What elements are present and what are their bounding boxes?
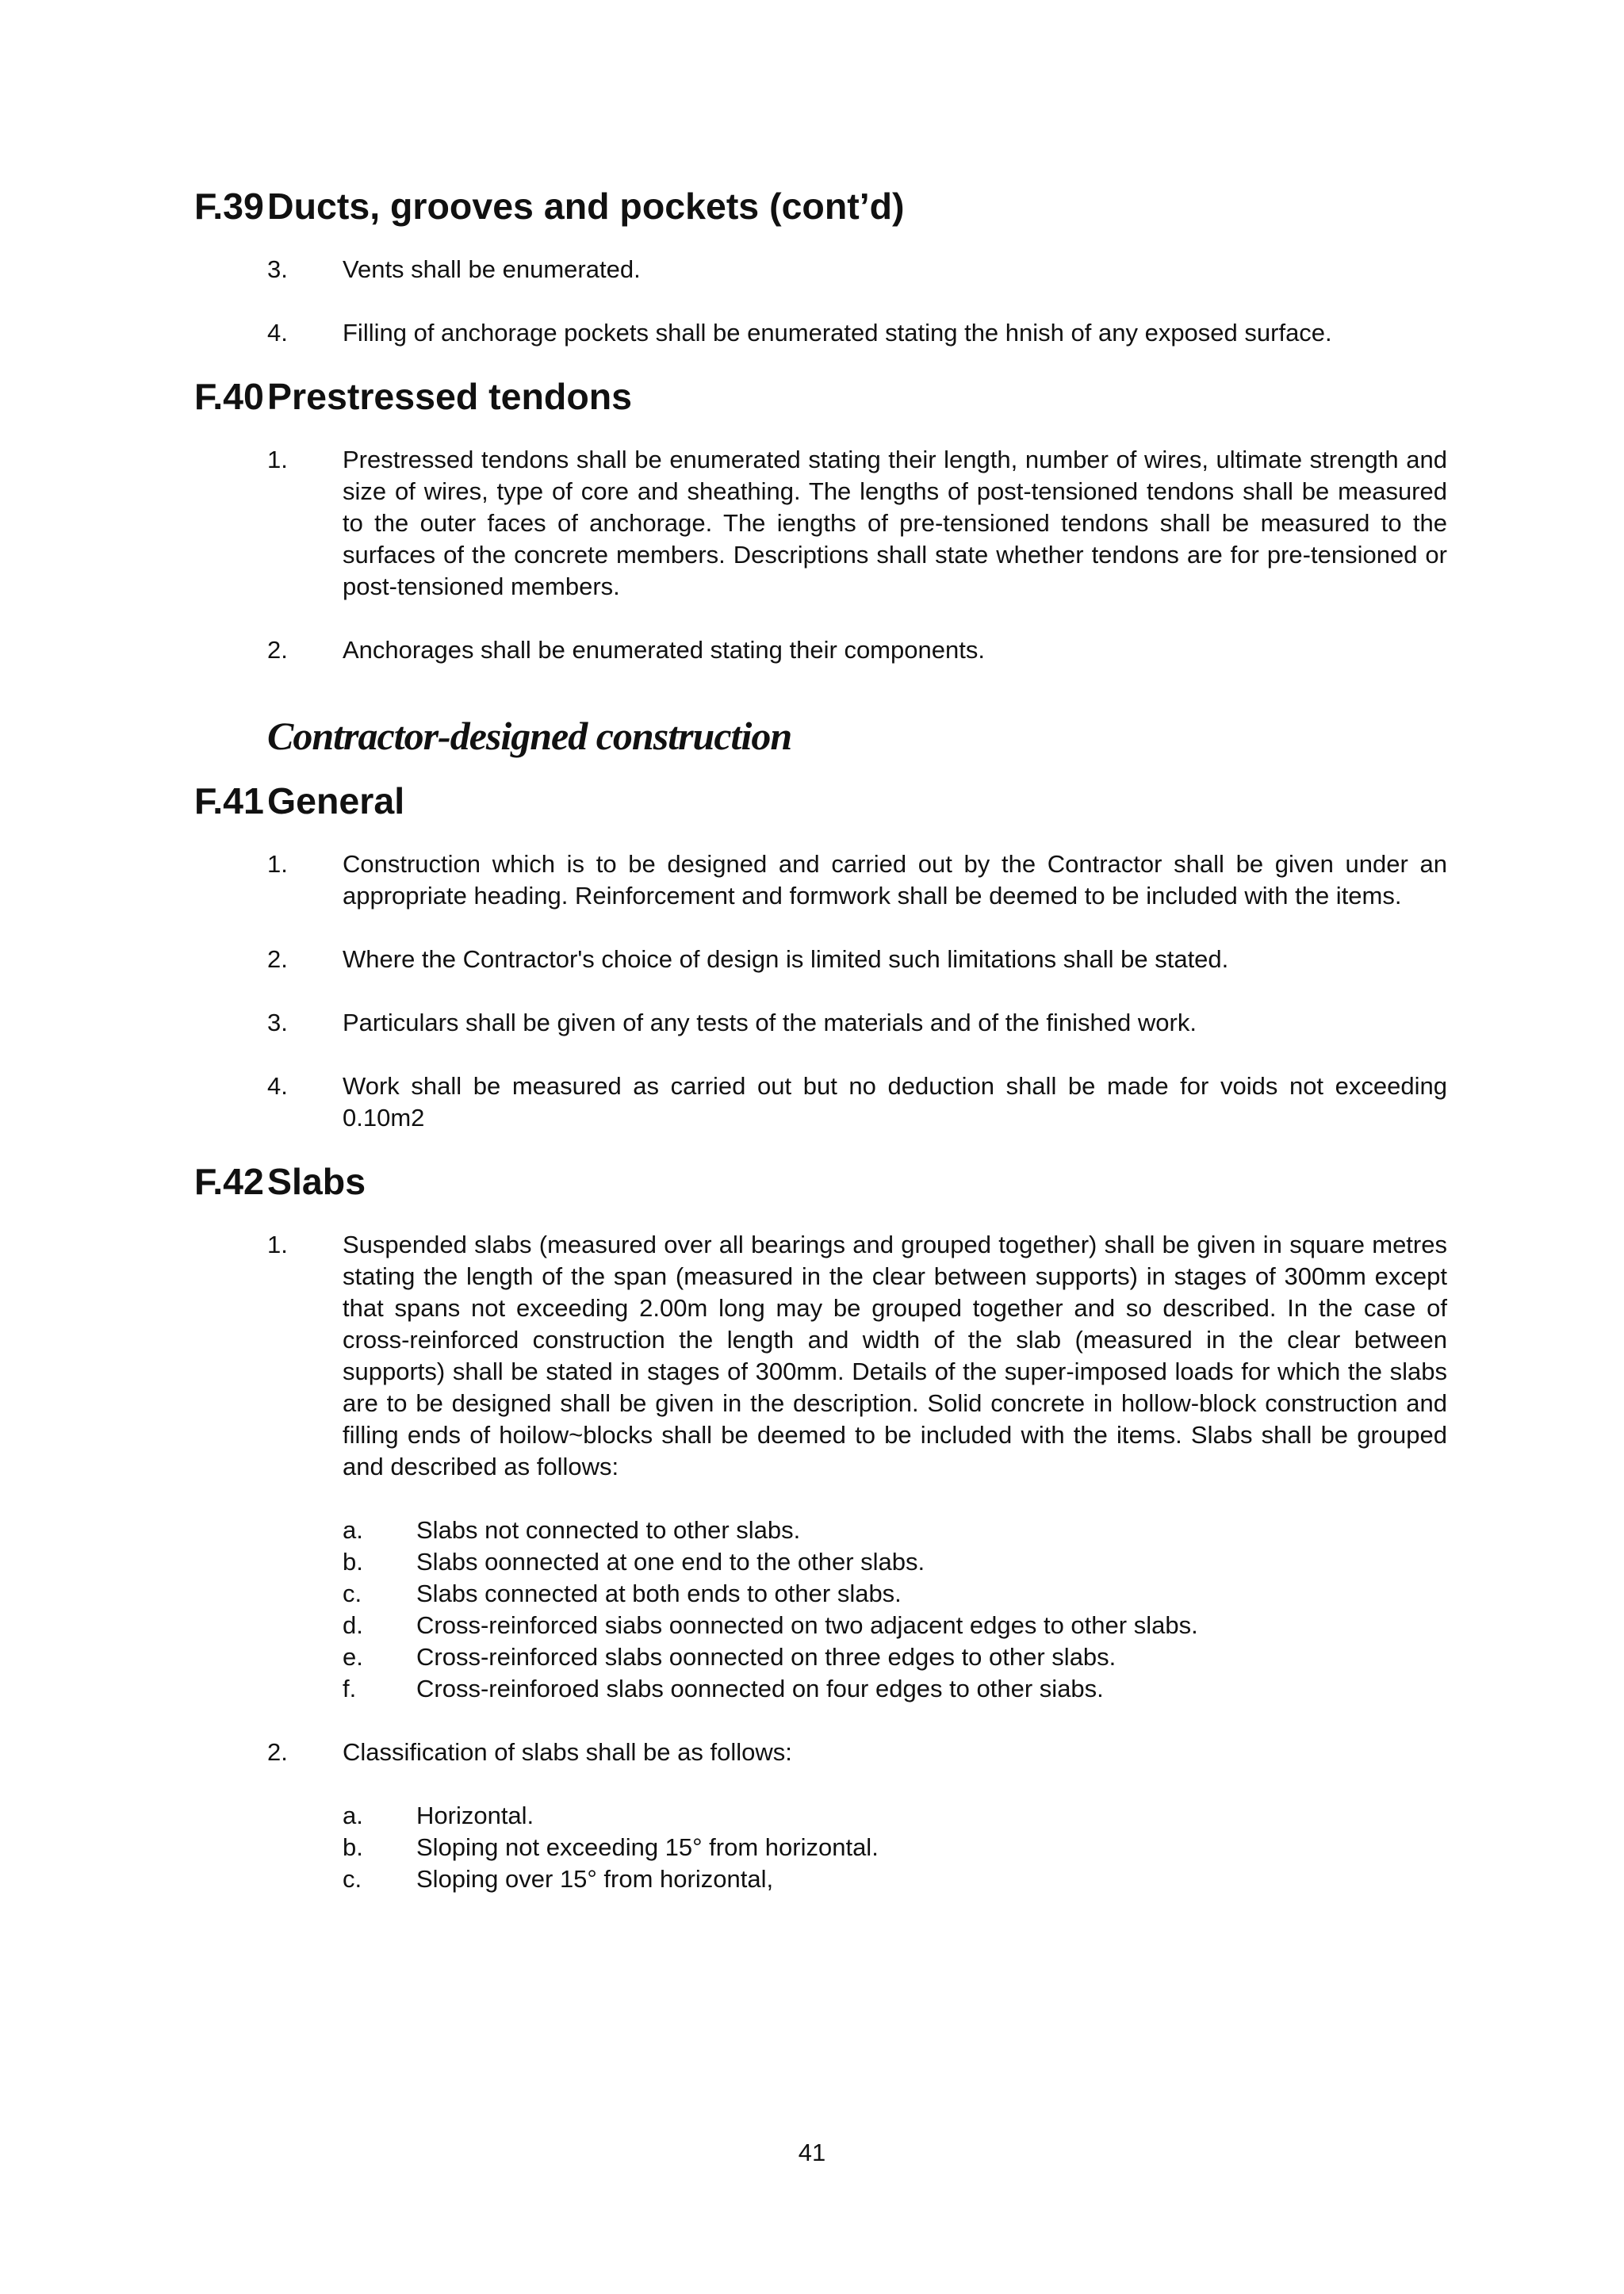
section-number: F.39 bbox=[194, 186, 264, 227]
sub-item-text: Cross-reinforoed slabs oonnected on four edges to other siabs. bbox=[416, 1675, 1104, 1702]
section-title: Ducts, grooves and pockets (cont’d) bbox=[267, 186, 905, 227]
clause-number: 4. bbox=[267, 319, 288, 347]
clause bbox=[194, 444, 1447, 603]
sub-item bbox=[194, 1832, 1447, 1863]
clause-list-f42-cont bbox=[194, 1737, 1447, 1768]
sub-item-text: Horizontal. bbox=[416, 1802, 534, 1829]
clause-number: 4. bbox=[267, 1072, 288, 1100]
section-number: F.40 bbox=[194, 376, 264, 417]
clause-number: 3. bbox=[267, 255, 288, 283]
sub-list-slab-grouping bbox=[194, 1515, 1447, 1705]
sub-item-letter: a. bbox=[343, 1516, 363, 1544]
clause-number: 1. bbox=[267, 446, 288, 473]
sub-item-letter: e. bbox=[343, 1643, 363, 1671]
sub-item-letter: a. bbox=[343, 1802, 363, 1829]
sub-item-text: Slabs connected at both ends to other slabs. bbox=[416, 1580, 902, 1607]
clause bbox=[194, 1070, 1447, 1134]
clause-list-f41 bbox=[194, 848, 1447, 1134]
clause-text: Filling of anchorage pockets shall be enumerated stating the hnish of any exposed surface. bbox=[343, 319, 1332, 347]
clause-text: Anchorages shall be enumerated stating their components. bbox=[343, 636, 985, 664]
clause-number: 1. bbox=[267, 850, 288, 878]
clause-text: Construction which is to be designed and carried out by the Contractor shall be given under an appropriate heading. Reinforcement and formwork shall be deemed to be included with the items. bbox=[343, 850, 1447, 910]
clause-list-f39 bbox=[194, 254, 1447, 349]
page-content bbox=[194, 186, 1447, 1895]
clause-number: 1. bbox=[267, 1231, 288, 1258]
clause-number: 2. bbox=[267, 636, 288, 664]
clause-list-f42 bbox=[194, 1229, 1447, 1483]
sub-item-letter: c. bbox=[343, 1865, 362, 1893]
sub-item bbox=[194, 1863, 1447, 1895]
section-heading-f39 bbox=[194, 186, 1447, 227]
sub-item bbox=[194, 1515, 1447, 1546]
clause bbox=[194, 634, 1447, 666]
sub-item bbox=[194, 1641, 1447, 1673]
part-title: Contractor-designed construction bbox=[267, 714, 792, 758]
clause-text: Classification of slabs shall be as follows: bbox=[343, 1738, 792, 1766]
sub-item bbox=[194, 1800, 1447, 1832]
sub-item-letter: d. bbox=[343, 1611, 363, 1639]
page-number: 41 bbox=[798, 2139, 826, 2166]
section-title: General bbox=[267, 780, 405, 821]
section-title: Prestressed tendons bbox=[267, 376, 633, 417]
sub-item-letter: f. bbox=[343, 1675, 357, 1702]
sub-item bbox=[194, 1610, 1447, 1641]
clause-text: Prestressed tendons shall be enumerated stating their length, number of wires, ultimate strength and size of wires, type of core and sheathing. The lengths of post-tensioned tendons shall be measured to the outer faces of anchorage. The iengths of pre-tensioned tendons shall be measured to the surfaces of the concrete members. Descriptions shall state whether tendons are for pre-tensioned or post-tensioned members. bbox=[343, 446, 1447, 600]
section-heading-f40 bbox=[194, 376, 1447, 417]
clause bbox=[194, 254, 1447, 285]
clause bbox=[194, 1007, 1447, 1039]
sub-item bbox=[194, 1546, 1447, 1578]
sub-list-slab-classification bbox=[194, 1800, 1447, 1895]
clause bbox=[194, 1737, 1447, 1768]
sub-item-text: Slabs not connected to other slabs. bbox=[416, 1516, 801, 1544]
sub-item-text: Sloping over 15° from horizontal, bbox=[416, 1865, 774, 1893]
section-number: F.42 bbox=[194, 1161, 264, 1202]
clause bbox=[194, 848, 1447, 912]
clause-text: Particulars shall be given of any tests of the materials and of the finished work. bbox=[343, 1009, 1197, 1036]
section-title: Slabs bbox=[267, 1161, 366, 1202]
sub-item-text: Slabs oonnected at one end to the other slabs. bbox=[416, 1548, 925, 1576]
clause-number: 2. bbox=[267, 945, 288, 973]
clause-text: Vents shall be enumerated. bbox=[343, 255, 641, 283]
sub-item bbox=[194, 1578, 1447, 1610]
clause bbox=[194, 317, 1447, 349]
sub-item-text: Sloping not exceeding 15° from horizontal. bbox=[416, 1833, 879, 1861]
clause-number: 3. bbox=[267, 1009, 288, 1036]
clause-list-f40 bbox=[194, 444, 1447, 666]
clause-text: Work shall be measured as carried out but no deduction shall be made for voids not exceeding 0.10m2 bbox=[343, 1072, 1447, 1132]
clause-number: 2. bbox=[267, 1738, 288, 1766]
clause bbox=[194, 1229, 1447, 1483]
sub-item-text: Cross-reinforced siabs oonnected on two adjacent edges to other slabs. bbox=[416, 1611, 1198, 1639]
sub-item-letter: b. bbox=[343, 1548, 363, 1576]
sub-item-letter: b. bbox=[343, 1833, 363, 1861]
section-heading-f42 bbox=[194, 1161, 1447, 1202]
section-heading-f41 bbox=[194, 780, 1447, 821]
sub-item-text: Cross-reinforced slabs oonnected on three edges to other slabs. bbox=[416, 1643, 1116, 1671]
clause-text: Where the Contractor's choice of design is limited such limitations shall be stated. bbox=[343, 945, 1229, 973]
sub-item bbox=[194, 1673, 1447, 1705]
clause bbox=[194, 944, 1447, 975]
clause-text: Suspended slabs (measured over all bearings and grouped together) shall be given in square metres stating the length of the span (measured in the clear between supports) in stages of 300mm except that spans not exceeding 2.00m long may be grouped together and so described. In the case of cross-reinforced construction the length and width of the slab (measured in the clear between supports) shall be stated in stages of 300mm. Details of the super-imposed loads for which the slabs are to be designed shall be given in the description. Solid concrete in hollow-block construction and filling ends of hoilow~blocks shall be deemed to be included with the items. Slabs shall be grouped and described as follows: bbox=[343, 1231, 1447, 1480]
section-number: F.41 bbox=[194, 780, 264, 821]
sub-item-letter: c. bbox=[343, 1580, 362, 1607]
